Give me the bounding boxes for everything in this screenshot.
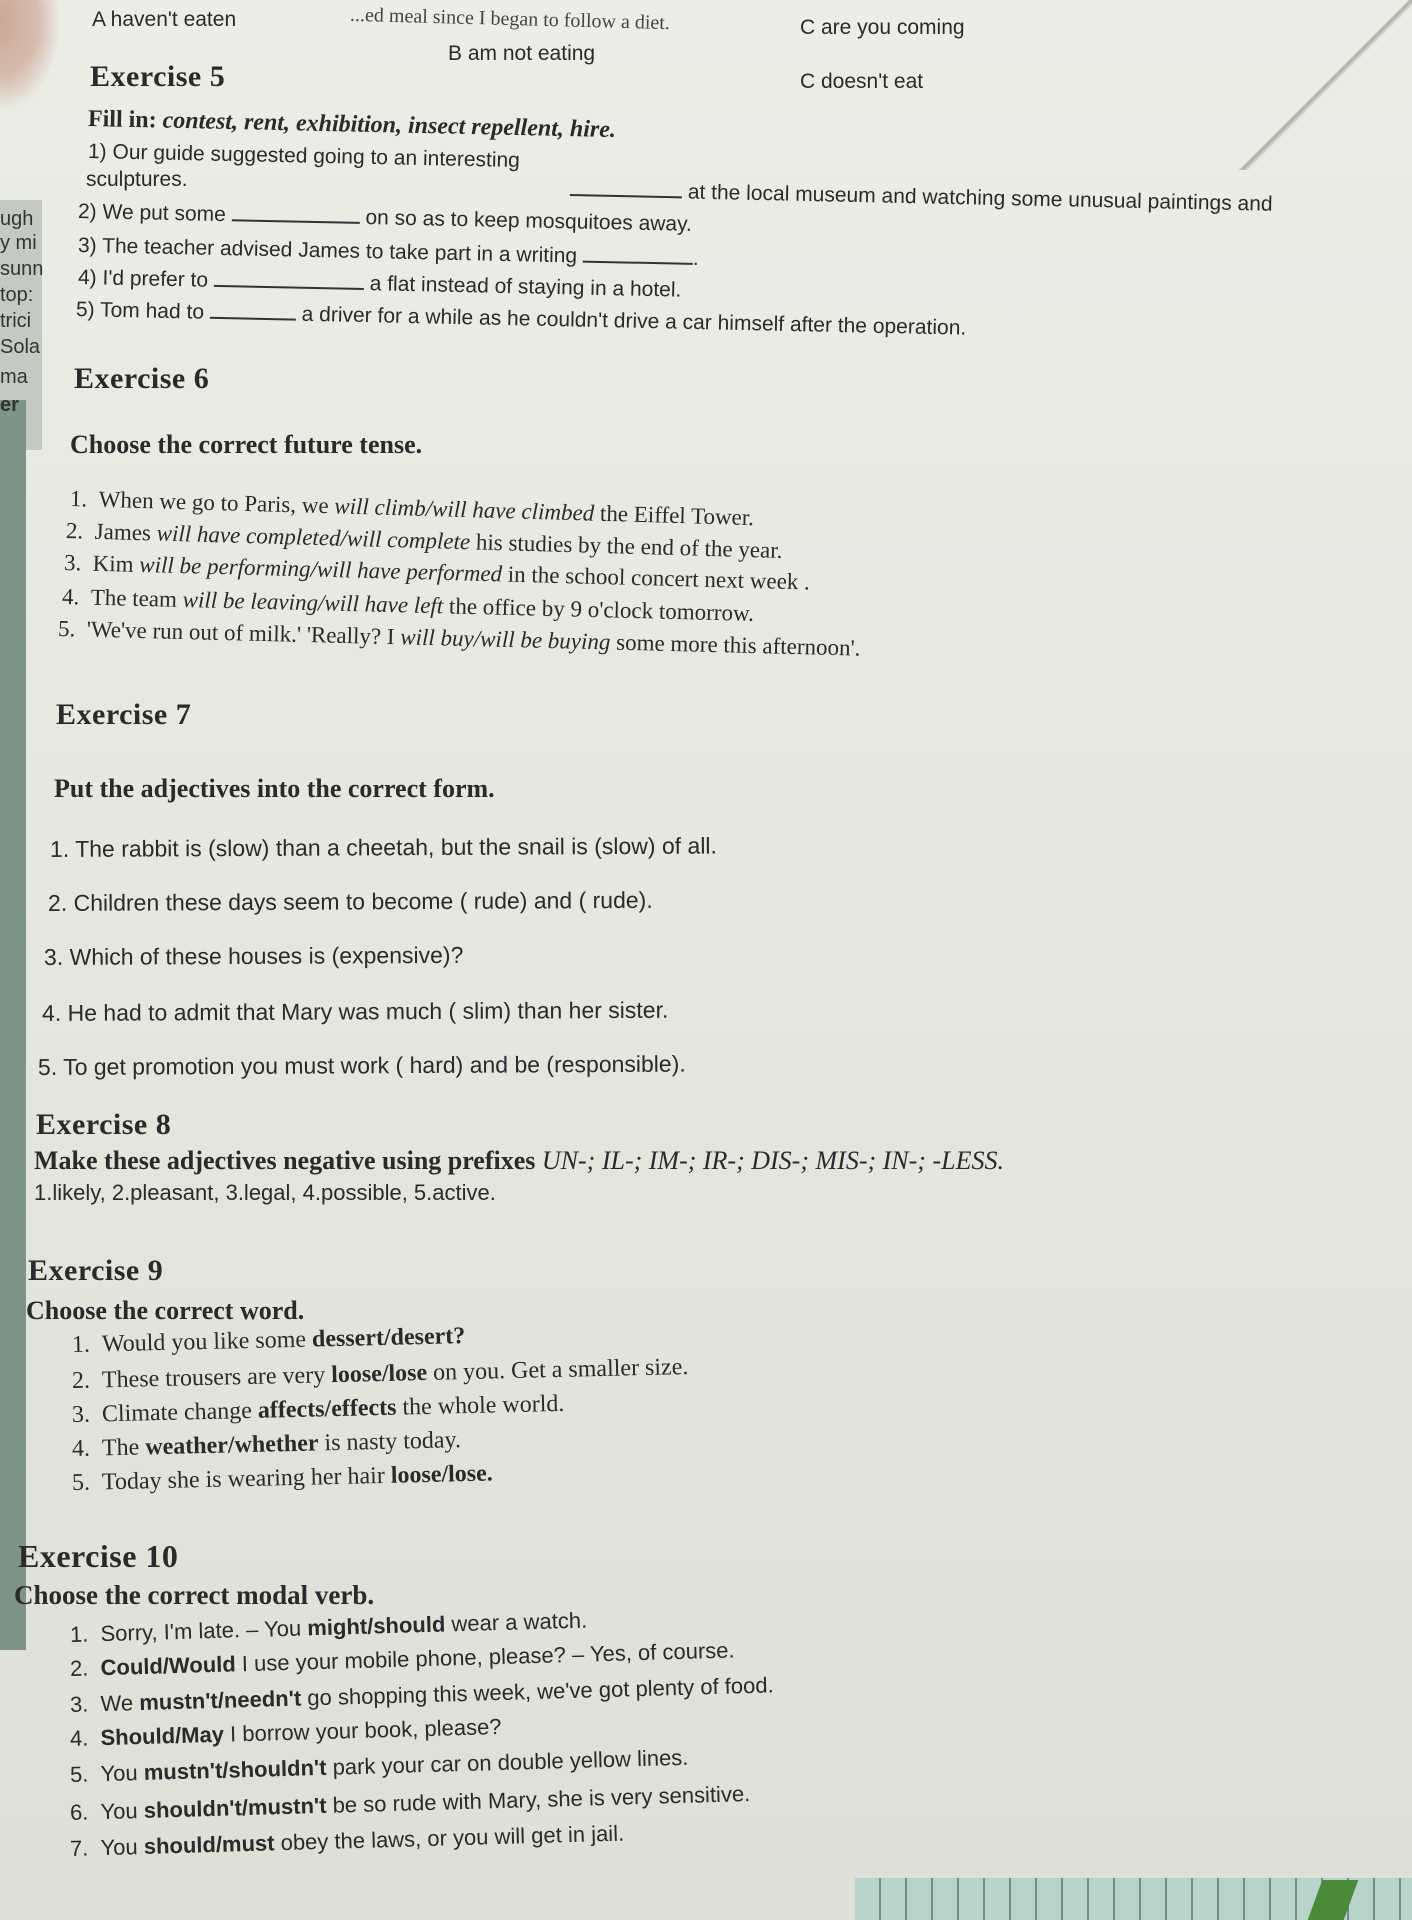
item-number: 4. (61, 584, 92, 610)
item-text: the office by 9 o'clock tomorrow. (442, 593, 755, 626)
item-text: I borrow your book, please? (223, 1713, 502, 1747)
item-number: 2. (71, 1367, 103, 1394)
exercise-6-instruction: Choose the correct future tense. (70, 430, 423, 459)
item-number: 1. (71, 1331, 103, 1358)
item-text: When we go to Paris, we (98, 486, 335, 519)
exercise-8-heading: Exercise 8 (36, 1108, 172, 1141)
item-text: The (101, 1434, 146, 1462)
blank-field[interactable] (570, 194, 682, 198)
item-text: some more this afternoon'. (610, 629, 861, 661)
ex5-item4-start: 4) I'd prefer to (77, 266, 209, 292)
item-number: 4. (69, 1725, 101, 1751)
ex5-item5-start: 5) Tom had to (75, 298, 205, 324)
blank-field[interactable] (210, 317, 296, 321)
item-text: in the school concert next week . (501, 561, 811, 595)
choice-options: dessert/desert? (311, 1323, 466, 1353)
crop-fragment: er (0, 394, 19, 416)
option-c-coming: C are you coming (800, 16, 965, 39)
item-number: 5. (71, 1469, 103, 1496)
ex5-item4-rest: a flat instead of staying in a hotel. (369, 272, 682, 302)
item-number: 2. (65, 518, 96, 544)
choice-options: should/must (143, 1830, 275, 1859)
item-text: be so rude with Mary, she is very sensitive. (326, 1781, 751, 1818)
choice-options: will be leaving/will have left (182, 586, 444, 619)
item-text: obey the laws, or you will get in jail. (274, 1820, 625, 1856)
exercise-5-heading: Exercise 5 (90, 60, 226, 93)
choice-options: might/should (306, 1611, 446, 1641)
left-green-edge (0, 400, 26, 1650)
item-text: his studies by the end of the year. (469, 529, 783, 564)
item-number: 1. (69, 486, 100, 512)
ex5-item1-continuation: sculptures. (86, 168, 188, 191)
item-text: 'We've run out of milk.' 'Really? I (86, 616, 401, 650)
item-text: We (100, 1690, 140, 1717)
crop-fragment: sunn (0, 258, 44, 280)
item-text: Climate change (101, 1397, 259, 1428)
item-text: Today she is wearing her hair (101, 1462, 392, 1496)
item-text: The team (90, 584, 184, 612)
choice-options: will climb/will have climbed (334, 493, 595, 526)
exercise-10-heading: Exercise 10 (18, 1538, 179, 1574)
word-bank: contest, rent, exhibition, insect repellent, hire. (162, 107, 617, 144)
list-item: 3. Which of these houses is (expensive)? (43, 941, 464, 970)
instruction-label: Fill in: (87, 106, 157, 134)
crop-fragment: Sola (0, 336, 41, 358)
blank-field[interactable] (583, 261, 693, 265)
choice-options: loose/lose (330, 1359, 428, 1389)
item-number: 2. (69, 1655, 101, 1681)
item-number: 5. (69, 1761, 101, 1787)
ex5-item2-start: 2) We put some (77, 200, 227, 227)
blank-field[interactable] (214, 285, 364, 290)
exercise-7-instruction: Put the adjectives into the correct form. (54, 774, 495, 803)
ex5-item1-line1: 1) Our guide suggested going to an interesting (87, 140, 521, 173)
crop-fragment: y mi (0, 232, 37, 254)
choice-options: will have completed/will complete (156, 520, 471, 555)
list-item: 1. The rabbit is (slow) than a cheetah, but the snail is (slow) of all. (49, 832, 717, 862)
choice-options: Should/May (100, 1721, 225, 1751)
cut-sentence: ...ed meal since I began to follow a diet. (349, 3, 671, 35)
option-c-eat: C doesn't eat (800, 70, 924, 93)
choice-options: affects/effects (257, 1394, 397, 1424)
item-number: 5. (57, 616, 88, 642)
exercise-9-heading: Exercise 9 (28, 1254, 164, 1287)
item-text: Sorry, I'm late. – You (100, 1615, 308, 1647)
crop-fragment: ma (0, 366, 28, 388)
item-text: You (100, 1833, 145, 1861)
choice-options: Could/Would (100, 1651, 237, 1681)
blank-field[interactable] (232, 219, 360, 224)
choice-options: mustn't/shouldn't (143, 1754, 327, 1785)
item-number: 1. (69, 1621, 101, 1647)
item-number: 3. (63, 550, 94, 576)
thumb-shadow (0, 0, 60, 110)
exercise-8-instruction-text: Make these adjectives negative using prefixes (34, 1146, 536, 1175)
list-item: 5. To get promotion you must work ( hard) and be (responsible). (37, 1050, 686, 1080)
ex5-item3-end: . (692, 246, 700, 271)
item-number: 6. (69, 1799, 101, 1825)
item-text: These trousers are very (101, 1362, 332, 1394)
choice-options: mustn't/needn't (138, 1685, 302, 1716)
list-item: 4. He had to admit that Mary was much ( slim) than her sister. (41, 996, 669, 1026)
option-b: B am not eating (448, 42, 596, 65)
item-text: You (100, 1797, 145, 1825)
item-number: 3. (71, 1401, 103, 1428)
crop-fragment: top: (0, 284, 34, 306)
exercise-10-instruction: Choose the correct modal verb. (14, 1580, 375, 1610)
item-number: 4. (71, 1435, 103, 1462)
item-text: Kim (92, 550, 140, 577)
prefix-list: UN-; IL-; IM-; IR-; DIS-; MIS-; IN-; -LESS. (541, 1146, 1004, 1175)
item-text: You (100, 1759, 145, 1787)
item-text: park your car on double yellow lines. (326, 1744, 689, 1780)
ex5-item5-rest: a driver for a while as he couldn't drive a car himself after the operation. (301, 302, 967, 340)
crop-fragment: ugh (0, 208, 34, 230)
choice-options: loose/lose. (390, 1460, 494, 1489)
choice-options: will buy/will be buying (400, 624, 611, 655)
exercise-6-heading: Exercise 6 (74, 362, 210, 395)
item-number: 3. (69, 1691, 101, 1717)
item-text: the Eiffel Tower. (593, 500, 755, 531)
ex5-item1-rest: at the local museum and watching some unusual paintings and (687, 180, 1273, 216)
option-a: A haven't eaten (92, 8, 237, 31)
exercise-8-words: 1.likely, 2.pleasant, 3.legal, 4.possible, 5.active. (34, 1180, 496, 1205)
item-text: I use your mobile phone, please? – Yes, of course. (235, 1637, 735, 1677)
item-text: the whole world. (396, 1390, 565, 1421)
choice-options: weather/whether (144, 1430, 319, 1461)
ex5-item2-rest: on so as to keep mosquitoes away. (365, 206, 693, 236)
ex5-item3-text: 3) The teacher advised James to take part in a writing (77, 234, 578, 268)
page-fold (1230, 0, 1412, 170)
choice-options: shouldn't/mustn't (143, 1792, 327, 1823)
item-text: on you. Get a smaller size. (426, 1354, 689, 1386)
item-text: go shopping this week, we've got plenty of food. (300, 1672, 774, 1711)
exercise-8-instruction (34, 1146, 1004, 1176)
crop-fragment: trici (0, 310, 32, 332)
item-text: James (94, 518, 158, 546)
item-number: 7. (69, 1835, 101, 1861)
exercise-7-heading: Exercise 7 (56, 698, 192, 731)
item-text: is nasty today. (318, 1427, 462, 1457)
list-item: 2. Children these days seem to become ( rude) and ( rude). (47, 886, 653, 916)
choice-options: will be performing/will have performed (139, 551, 503, 587)
item-text: Would you like some (101, 1326, 313, 1358)
item-text: wear a watch. (444, 1607, 588, 1637)
exercise-9-instruction: Choose the correct word. (26, 1296, 305, 1325)
